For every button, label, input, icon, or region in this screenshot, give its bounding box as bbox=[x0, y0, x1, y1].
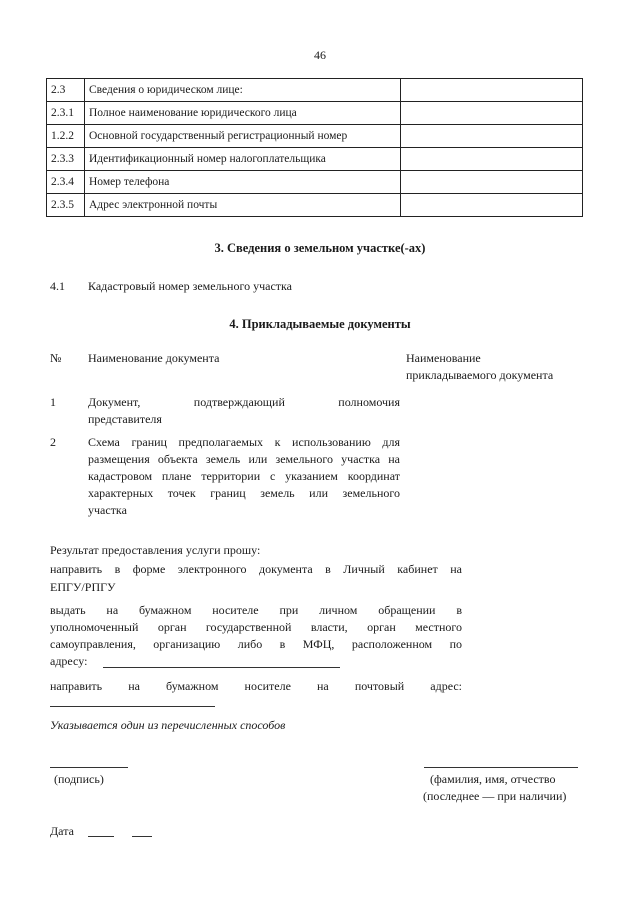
address-blank-line[interactable] bbox=[103, 667, 340, 668]
table-row bbox=[47, 79, 583, 102]
column-attached-header-line1: Наименование bbox=[406, 351, 481, 365]
row-value-field[interactable] bbox=[401, 194, 583, 217]
document2-name-line1: Схема границ предполагаемых к использованию для bbox=[88, 435, 400, 449]
document2-name-line3: кадастровом плане территории с указанием координат bbox=[88, 469, 400, 483]
cadastral-item-number: 4.1 bbox=[50, 279, 65, 293]
result-option-inperson-line4: адресу: bbox=[50, 654, 88, 668]
result-option-post-line1: направить на бумажном носителе на почтовый адрес: bbox=[50, 679, 462, 693]
row-label: Полное наименование юридического лица bbox=[85, 102, 401, 125]
result-option-inperson-line1: выдать на бумажном носителе при личном обращении в bbox=[50, 603, 462, 617]
date-day-blank-line[interactable] bbox=[88, 836, 114, 837]
row-number: 2.3.1 bbox=[47, 102, 85, 125]
column-attached-header-line2: прикладываемого документа bbox=[406, 368, 554, 382]
legal-entity-table bbox=[46, 78, 583, 217]
document1-name-line2: представителя bbox=[88, 412, 162, 426]
signature-blank-line[interactable] bbox=[50, 767, 128, 768]
row-label: Сведения о юридическом лице: bbox=[85, 79, 401, 102]
row-number: 2.3.5 bbox=[47, 194, 85, 217]
row-label: Номер телефона bbox=[85, 171, 401, 194]
fio-label: (фамилия, имя, отчество bbox=[430, 772, 556, 786]
table-row bbox=[47, 171, 583, 194]
signature-label: (подпись) bbox=[54, 772, 104, 786]
table-row bbox=[47, 194, 583, 217]
document1-name-line1: Документ, подтверждающий полномочия bbox=[88, 395, 400, 409]
document2-number: 2 bbox=[50, 435, 56, 449]
table-row bbox=[47, 148, 583, 171]
result-option-inperson-line2: уполномоченный орган государственной власти, орган местного bbox=[50, 620, 462, 634]
document2-name-line5: участка bbox=[88, 503, 127, 517]
row-number: 2.3.4 bbox=[47, 171, 85, 194]
table-row bbox=[47, 102, 583, 125]
row-label: Адрес электронной почты bbox=[85, 194, 401, 217]
document2-name-line2: размещения объекта земель или земельного участка на bbox=[88, 452, 400, 466]
result-option-electronic-line1: направить в форме электронного документа в Личный кабинет на bbox=[50, 562, 462, 576]
row-number: 1.2.2 bbox=[47, 125, 85, 148]
page-number: 46 bbox=[314, 48, 326, 62]
postal-address-blank-line[interactable] bbox=[50, 706, 215, 707]
result-intro: Результат предоставления услуги прошу: bbox=[50, 543, 261, 557]
column-number-header: № bbox=[50, 351, 62, 365]
result-note: Указывается один из перечисленных способов bbox=[50, 718, 286, 732]
fio-label-note: (последнее — при наличии) bbox=[423, 789, 567, 803]
column-document-name-header: Наименование документа bbox=[88, 351, 220, 365]
row-label: Основной государственный регистрационный номер bbox=[85, 125, 401, 148]
row-value-field[interactable] bbox=[401, 125, 583, 148]
document1-number: 1 bbox=[50, 395, 56, 409]
row-value-field[interactable] bbox=[401, 148, 583, 171]
table-row bbox=[47, 125, 583, 148]
section4-title: 4. Прикладываемые документы bbox=[229, 317, 411, 331]
row-label: Идентификационный номер налогоплательщика bbox=[85, 148, 401, 171]
date-label: Дата bbox=[50, 824, 74, 838]
result-option-electronic-line2: ЕПГУ/РПГУ bbox=[50, 580, 116, 594]
date-month-blank-line[interactable] bbox=[132, 836, 152, 837]
row-value-field[interactable] bbox=[401, 171, 583, 194]
section3-title: 3. Сведения о земельном участке(-ах) bbox=[214, 241, 426, 255]
row-value-field[interactable] bbox=[401, 79, 583, 102]
cadastral-item-label: Кадастровый номер земельного участка bbox=[88, 279, 292, 293]
result-option-inperson-line3: самоуправления, организацию либо в МФЦ, расположенном по bbox=[50, 637, 462, 651]
row-number: 2.3 bbox=[47, 79, 85, 102]
row-value-field[interactable] bbox=[401, 102, 583, 125]
fio-blank-line[interactable] bbox=[424, 767, 578, 768]
row-number: 2.3.3 bbox=[47, 148, 85, 171]
document2-name-line4: характерных точек границ земель или земельного bbox=[88, 486, 400, 500]
